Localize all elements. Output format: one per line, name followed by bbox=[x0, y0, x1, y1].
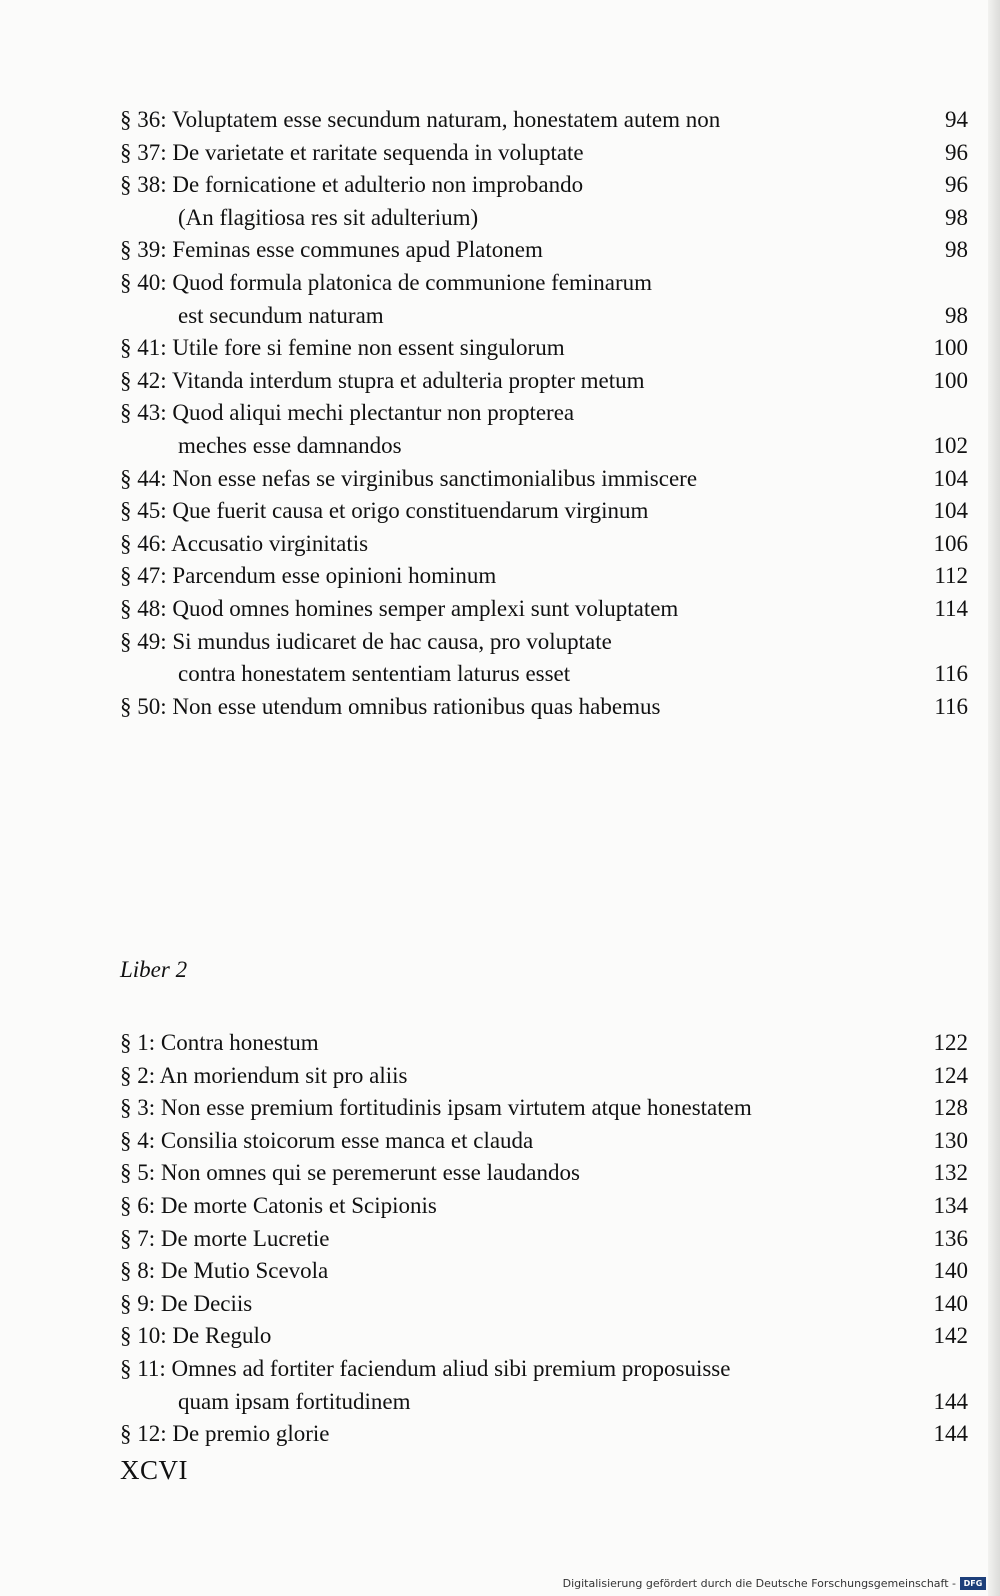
toc-entry-page: 100 bbox=[933, 367, 968, 393]
toc-entry-title: § 45: Que fuerit causa et origo constituendarum virginum bbox=[120, 498, 649, 524]
toc-entry bbox=[120, 1320, 968, 1353]
toc-entry-page: 98 bbox=[945, 237, 968, 263]
toc-entry-title: § 38: De fornicatione et adulterio non improbando bbox=[120, 172, 584, 198]
toc-entry bbox=[120, 137, 968, 170]
toc-entry-page: 142 bbox=[933, 1323, 968, 1349]
toc-entry-title: § 48: Quod omnes homines semper amplexi sunt voluptatem bbox=[120, 595, 679, 621]
toc-entry bbox=[120, 202, 968, 235]
toc-entry-page: 98 bbox=[945, 204, 968, 230]
toc-entry-page: 124 bbox=[933, 1062, 968, 1088]
toc-entry-page: 122 bbox=[933, 1030, 968, 1055]
toc-entry-title: § 11: Omnes ad fortiter faciendum aliud sibi premium proposuisse bbox=[120, 1355, 731, 1381]
toc-entry bbox=[120, 691, 968, 724]
toc-liber-1 bbox=[120, 104, 968, 723]
toc-entry bbox=[120, 626, 968, 659]
toc-entry-title: § 49: Si mundus iudicaret de hac causa, pro voluptate bbox=[120, 628, 612, 654]
toc-entry-title: § 43: Quod aliqui mechi plectantur non propterea bbox=[120, 400, 575, 426]
toc-entry bbox=[120, 1288, 968, 1321]
toc-entry bbox=[120, 234, 968, 267]
toc-entry-page: 144 bbox=[933, 1388, 968, 1414]
toc-entry-title: § 36: Voluptatem esse secundum naturam, honestatem autem non bbox=[120, 107, 721, 132]
toc-entry bbox=[120, 560, 968, 593]
toc-entry-title: § 39: Feminas esse communes apud Platonem bbox=[120, 237, 543, 263]
page-edge bbox=[988, 0, 1000, 1596]
toc-entry bbox=[120, 463, 968, 496]
toc-entry-page: 96 bbox=[945, 139, 968, 165]
toc-entry bbox=[120, 528, 968, 561]
toc-entry-page: 102 bbox=[933, 432, 968, 458]
toc-entry bbox=[120, 1092, 968, 1125]
toc-entry-page: 116 bbox=[934, 693, 968, 719]
toc-entry-title: § 7: De morte Lucretie bbox=[120, 1225, 330, 1251]
toc-entry-title: § 4: Consilia stoicorum esse manca et clauda bbox=[120, 1127, 534, 1153]
toc-entry bbox=[120, 1223, 968, 1256]
toc-entry bbox=[120, 1418, 968, 1451]
toc-entry-title: meches esse damnandos bbox=[178, 432, 402, 458]
toc-entry-title: quam ipsam fortitudinem bbox=[178, 1388, 411, 1414]
toc-entry-page: 128 bbox=[933, 1095, 968, 1121]
credit-text: Digitalisierung gefördert durch die Deutsche Forschungsgemeinschaft - bbox=[562, 1577, 956, 1590]
toc-entry bbox=[120, 658, 968, 691]
digitization-credit bbox=[563, 1577, 986, 1590]
section-title-liber-2: Liber 2 bbox=[120, 957, 188, 982]
toc-entry-title: § 42: Vitanda interdum stupra et adulteria propter metum bbox=[120, 367, 645, 393]
toc-entry-title: § 12: De premio glorie bbox=[120, 1421, 330, 1447]
toc-entry bbox=[120, 397, 968, 430]
toc-entry-title: contra honestatem sententiam laturus esset bbox=[178, 661, 571, 687]
toc-entry-page: 140 bbox=[933, 1258, 968, 1284]
toc-entry-title: § 3: Non esse premium fortitudinis ipsam virtutem atque honestatem bbox=[120, 1095, 752, 1121]
toc-entry-page: 132 bbox=[933, 1160, 968, 1186]
toc-entry-page: 140 bbox=[933, 1290, 968, 1316]
toc-entry bbox=[120, 169, 968, 202]
toc-entry-page: 106 bbox=[933, 530, 968, 556]
toc-entry bbox=[120, 1386, 968, 1419]
toc-entry-title: § 8: De Mutio Scevola bbox=[120, 1258, 329, 1284]
toc-entry-page: 130 bbox=[933, 1127, 968, 1153]
toc-entry-page: 98 bbox=[945, 302, 968, 328]
toc-entry-page: 94 bbox=[945, 107, 968, 132]
toc-entry-page: 136 bbox=[933, 1225, 968, 1251]
toc-entry bbox=[120, 593, 968, 626]
toc-entry-title: § 40: Quod formula platonica de communione feminarum bbox=[120, 269, 653, 295]
toc-entry bbox=[120, 1190, 968, 1223]
toc-entry-page: 104 bbox=[933, 498, 968, 524]
toc-entry bbox=[120, 300, 968, 333]
toc-entry bbox=[120, 104, 968, 137]
toc-entry-page: 112 bbox=[934, 563, 968, 589]
toc-entry-title: § 6: De morte Catonis et Scipionis bbox=[120, 1192, 437, 1218]
toc-entry-page: 144 bbox=[933, 1421, 968, 1447]
toc-entry bbox=[120, 495, 968, 528]
toc-liber-2 bbox=[120, 1027, 968, 1451]
toc-entry-title: § 47: Parcendum esse opinioni hominum bbox=[120, 563, 497, 589]
toc-entry-title: est secundum naturam bbox=[178, 302, 384, 328]
toc-entry-title: § 46: Accusatio virginitatis bbox=[120, 530, 369, 556]
toc-entry-page: 104 bbox=[933, 465, 968, 491]
toc-entry-page: 100 bbox=[933, 335, 968, 361]
toc-entry bbox=[120, 1255, 968, 1288]
toc-entry-title: § 1: Contra honestum bbox=[120, 1030, 319, 1055]
toc-entry bbox=[120, 430, 968, 463]
toc-entry bbox=[120, 365, 968, 398]
toc-entry bbox=[120, 1157, 968, 1190]
toc-entry-title: § 2: An moriendum sit pro aliis bbox=[120, 1062, 408, 1088]
toc-entry bbox=[120, 1060, 968, 1093]
toc-entry-title: § 41: Utile fore si femine non essent singulorum bbox=[120, 335, 565, 361]
toc-entry-page: 134 bbox=[933, 1192, 968, 1218]
page-number: XCVI bbox=[120, 1455, 188, 1485]
toc-entry-page: 116 bbox=[934, 661, 968, 687]
toc-entry bbox=[120, 1027, 968, 1060]
toc-entry-title: (An flagitiosa res sit adulterium) bbox=[178, 204, 479, 230]
toc-entry-page: 114 bbox=[934, 595, 968, 621]
toc-entry-title: § 37: De varietate et raritate sequenda in voluptate bbox=[120, 139, 584, 165]
toc-entry-title: § 5: Non omnes qui se peremerunt esse laudandos bbox=[120, 1160, 580, 1186]
dfg-logo: DFG bbox=[960, 1577, 986, 1590]
toc-entry-page: 96 bbox=[945, 172, 968, 198]
toc-entry-title: § 9: De Deciis bbox=[120, 1290, 253, 1316]
toc-entry bbox=[120, 1353, 968, 1386]
toc-entry-title: § 50: Non esse utendum omnibus rationibus quas habemus bbox=[120, 693, 661, 719]
toc-entry bbox=[120, 1125, 968, 1158]
toc-entry-title: § 44: Non esse nefas se virginibus sanctimonialibus immiscere bbox=[120, 465, 698, 491]
toc-entry-title: § 10: De Regulo bbox=[120, 1323, 272, 1349]
toc-entry bbox=[120, 332, 968, 365]
toc-entry bbox=[120, 267, 968, 300]
